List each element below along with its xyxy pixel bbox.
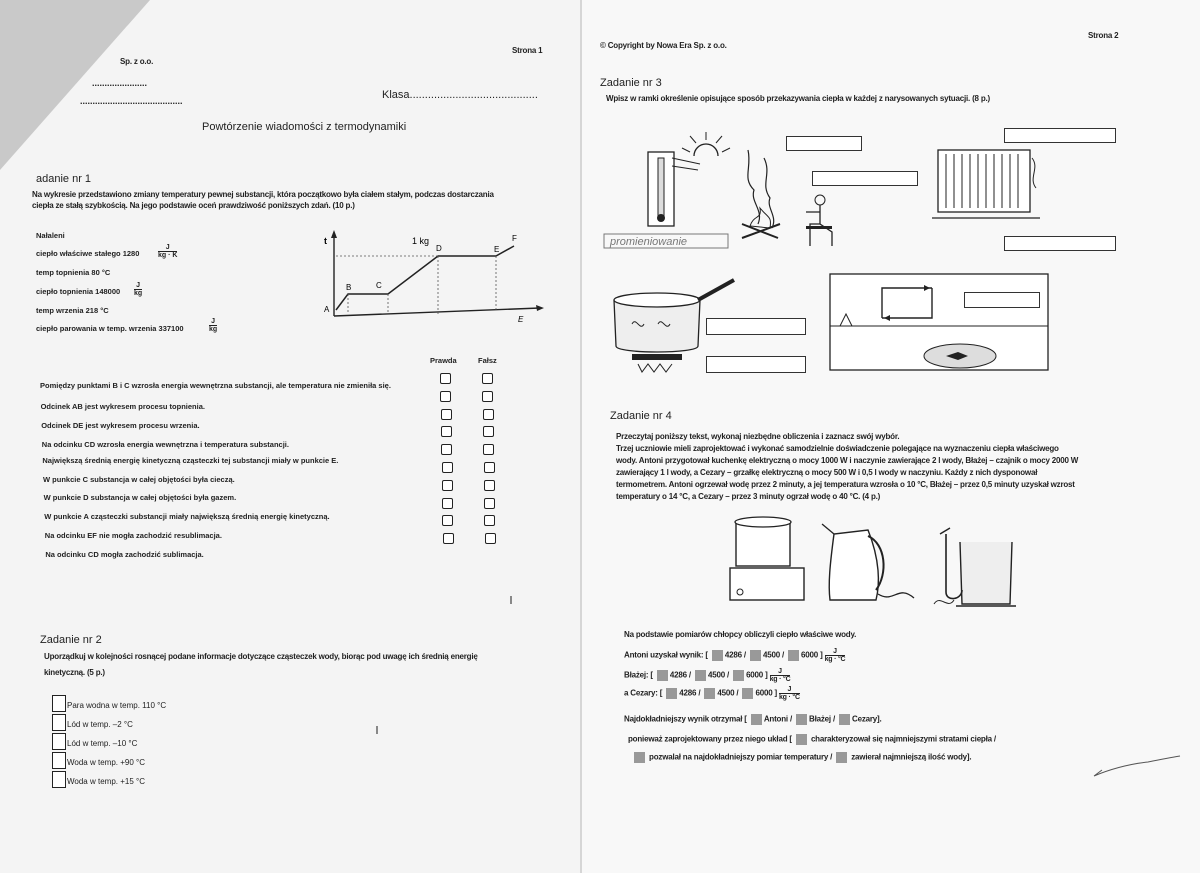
task1-heading: adanie nr 1 (36, 173, 92, 185)
statement-2-true-checkbox[interactable] (440, 391, 451, 402)
mark-1 (510, 596, 512, 604)
statement-1-false-checkbox[interactable] (482, 373, 493, 384)
choice-losses-box[interactable] (796, 734, 807, 745)
point-d: D (436, 244, 442, 253)
cezary-option-1-box[interactable] (666, 688, 677, 699)
thermometer-sun-scene (648, 132, 730, 226)
choice-line-1: Najdokładniejszy wynik otrzymał [ Antoni / Błażej / Cezary]. (624, 714, 882, 724)
task4-text-line-1: Przeczytaj poniższy tekst, wykonaj niezbędne obliczenia i zaznacz swój wybór. (616, 432, 900, 441)
e-axis (334, 308, 540, 316)
statement-4-true-checkbox[interactable] (441, 426, 452, 437)
blazej-option-3-box[interactable] (733, 670, 744, 681)
answer-box-2[interactable] (812, 171, 918, 186)
choice-cezary-box[interactable] (839, 714, 850, 725)
statement-7-true-checkbox[interactable] (442, 480, 453, 491)
point-c: C (376, 281, 382, 290)
name-dots: ...................... (92, 78, 148, 88)
handwritten-box (604, 234, 728, 248)
blazej-option-2-box[interactable] (695, 670, 706, 681)
answer-box-5[interactable] (706, 318, 806, 335)
convection-scene (830, 274, 1048, 370)
result-cezary: a Cezary: [ 4286 / 4500 / 6000 ] $\frac{J}{kg \cdot ^\circ C}$ (624, 686, 800, 701)
statement-7: W punkcie D substancja w całej objętości była gazem. (43, 493, 237, 502)
order-box-5[interactable] (52, 771, 66, 788)
statement-8-true-checkbox[interactable] (442, 498, 453, 509)
order-item-1: Para wodna w temp. 110 °C (67, 701, 167, 710)
order-item-5: Woda w temp. +15 °C (67, 777, 145, 786)
task3-heading: Zadanie nr 3 (600, 77, 662, 89)
choice-line-2: ponieważ zaprojektowany przez niego układ [ charakteryzował się najmniejszymi stratami ciepła / (628, 734, 996, 744)
statement-10-true-checkbox[interactable] (443, 533, 454, 544)
result-antoni: Antoni uzyskał wynik: [ 4286 / 4500 / 6000 ] $\frac{J}{kg \cdot ^\circ C}$ (624, 648, 846, 663)
choice-line-3: pozwalał na najdokładniejszy pomiar temperatury / zawierał najmniejszą ilość wody]. (632, 752, 971, 763)
point-b: B (346, 283, 352, 292)
given-heading: Nałaleni (36, 231, 65, 240)
statement-2: Odcinek AB jest wykresem procesu topnienia. (40, 402, 205, 411)
name-dots-2: ......................................... (80, 96, 183, 106)
right-page (582, 0, 1200, 873)
statement-8: W punkcie A cząsteczki substancji miały największą średnią energię kinetyczną. (44, 512, 330, 521)
copyright: © Copyright by Nowa Era Sp. z o.o. (600, 41, 727, 50)
task1-prompt-2: ciepła ze stałą szybkością. Na jego podstawie oceń prawdziwość poniższych zdań. (10 p.) (32, 201, 355, 210)
statement-10-false-checkbox[interactable] (485, 533, 496, 544)
statement-9: Na odcinku EF nie mogła zachodzić resublimacja. (44, 531, 222, 540)
page-title: Powtórzenie wiadomości z termodynamiki (202, 121, 407, 133)
blazej-option-1-box[interactable] (657, 670, 668, 681)
statement-4: Na odcinku CD wzrosła energia wewnętrzna i temperatura substancji. (41, 440, 289, 449)
class-field: Klasa.......................................... (382, 89, 538, 101)
e-axis-arrow (536, 305, 544, 311)
given-latent-heat: ciepło topnienia 148000 (36, 287, 121, 296)
statement-9-true-checkbox[interactable] (442, 515, 453, 526)
answer-box-3[interactable] (1004, 128, 1116, 143)
task3-illustrations (602, 128, 1192, 390)
campfire-scene (742, 150, 832, 246)
statement-5-false-checkbox[interactable] (483, 444, 494, 455)
handwritten-answer: promieniowanie (610, 236, 688, 248)
cezary-option-3-box[interactable] (742, 688, 753, 699)
task2-prompt-1: Uporządkuj w kolejności rosnącej podane informacje dotyczące cząsteczek wody, biorąc pod uwagę ich średnią energię (44, 652, 478, 661)
point-f: F (512, 234, 517, 243)
task4-text-line-2: Trzej uczniowie mieli zaprojektować i wykonać samodzielnie doświadczenie polegające na wyznaczeniu ciepła właściwego (616, 444, 1059, 453)
antoni-option-3-box[interactable] (788, 650, 799, 661)
unit-j-kg-1: J kg (134, 282, 143, 297)
task4-text-line-3: wody. Antoni przygotował kuchenkę elektryczną o mocy 1000 W i naczynie zawierające 2 l wody, Błażej – czajnik o mocy 2000 W (616, 456, 1079, 465)
page-number: Strona 1 (512, 46, 543, 55)
immersion-heater-drawing (934, 528, 1016, 606)
order-item-2: Lód w temp. –2 °C (67, 720, 133, 729)
statement-5: Największą średnią energię kinetyczną cząsteczki tej substancji miały w punkcie E. (42, 456, 339, 465)
col-true-header: Prawda (430, 356, 457, 365)
order-item-3: Lód w temp. –10 °C (67, 739, 138, 748)
task4-heading: Zadanie nr 4 (610, 410, 672, 422)
statement-5-true-checkbox[interactable] (441, 444, 452, 455)
result-blazej: Błażej: [ 4286 / 4500 / 6000 ] $\frac{J}{kg \cdot ^\circ C}$ (624, 668, 791, 683)
radiator-scene (932, 150, 1040, 218)
statement-3: Odcinek DE jest wykresem procesu wrzenia. (41, 421, 200, 430)
given-boiling-temp: temp wrzenia 218 °C (36, 306, 109, 315)
point-e: E (494, 245, 500, 254)
statement-10: Na odcinku CD mogła zachodzić sublimacja. (45, 550, 204, 559)
point-a: A (324, 305, 330, 314)
mass-label: 1 kg (412, 236, 430, 246)
task4-text-line-5: termometrem. Antoni ogrzewał wodę przez 2 minuty, a jej temperatura wzrosła o 10 °C, Błażej – przez 0,5 minuty uzyskał wzrost (616, 480, 1075, 489)
choice-blazej-box[interactable] (796, 714, 807, 725)
order-box-4[interactable] (52, 752, 66, 769)
statement-8-false-checkbox[interactable] (484, 498, 495, 509)
order-box-1[interactable] (52, 695, 66, 712)
cezary-option-2-box[interactable] (704, 688, 715, 699)
task4-illustrations (718, 514, 1028, 612)
t-axis-label: t (324, 236, 327, 246)
answer-box-4[interactable] (1004, 236, 1116, 251)
statement-6-true-checkbox[interactable] (442, 462, 453, 473)
unit-j-kg-2: J kg (209, 318, 218, 333)
task4-text-line-4: zawierający 1 l wody, a Cezary – grzałkę elektryczną o mocy 500 W i 0,5 l wody w naczyniu. Każdy z nich dysponował (616, 468, 1038, 477)
order-box-3[interactable] (52, 733, 66, 750)
statement-1: Pomiędzy punktami B i C wzrosła energia wewnętrzna substancji, ale temperatura nie zmieniła się. (40, 381, 391, 390)
task1-prompt-1: Na wykresie przedstawiono zmiany temperatury pewnej substancji, która początkowo była ciałem stałym, podczas dostarczania (32, 190, 494, 199)
left-page (0, 0, 580, 873)
given-melting-temp: temp topnienia 80 °C (36, 268, 111, 277)
antoni-option-1-box[interactable] (712, 650, 723, 661)
task2-heading: Zadanie nr 2 (40, 634, 102, 646)
choice-precision-box[interactable] (634, 752, 645, 763)
e-axis-label: E (518, 315, 524, 324)
answer-box-7[interactable] (964, 292, 1040, 308)
mark-2 (376, 726, 378, 734)
choice-antoni-box[interactable] (751, 714, 762, 725)
statement-1-true-checkbox[interactable] (440, 373, 451, 384)
statement-6: W punkcie C substancja w całej objętości była cieczą. (43, 475, 235, 484)
order-box-2[interactable] (52, 714, 66, 731)
statement-6-false-checkbox[interactable] (484, 462, 495, 473)
company-name: Sp. z o.o. (120, 57, 154, 66)
statement-3-true-checkbox[interactable] (441, 409, 452, 420)
statement-9-false-checkbox[interactable] (484, 515, 495, 526)
answer-box-6[interactable] (706, 356, 806, 373)
statement-4-false-checkbox[interactable] (483, 426, 494, 437)
order-item-4: Woda w temp. +90 °C (67, 758, 145, 767)
electric-stove-drawing (730, 517, 804, 600)
col-false-header: Fałsz (478, 356, 497, 365)
task4-text-line-6: temperatury o 14 °C, a Cezary – przez 3 minuty ogrzał wodę o 40 °C. (4 p.) (616, 492, 881, 501)
task2-prompt-2: kinetyczną. (5 p.) (44, 668, 105, 677)
statement-7-false-checkbox[interactable] (484, 480, 495, 491)
kettle-drawing (822, 524, 914, 600)
pen-scribble (1088, 740, 1188, 790)
page-number-2: Strona 2 (1088, 31, 1119, 40)
result-intro: Na podstawie pomiarów chłopcy obliczyli ciepło właściwe wody. (624, 630, 857, 639)
task3-prompt: Wpisz w ramki określenie opisujące sposób przekazywania ciepła w każdej z narysowanych sytuacji. (8 p.) (606, 94, 990, 103)
antoni-option-2-box[interactable] (750, 650, 761, 661)
heating-graph (318, 228, 548, 328)
statement-2-false-checkbox[interactable] (482, 391, 493, 402)
choice-water-box[interactable] (836, 752, 847, 763)
given-vaporization-heat: ciepło parowania w temp. wrzenia 337100 (36, 324, 184, 333)
t-axis-arrow (331, 230, 337, 238)
statement-3-false-checkbox[interactable] (483, 409, 494, 420)
answer-box-1[interactable] (786, 136, 862, 151)
given-specific-heat: ciepło właściwe stałego 1280 (36, 249, 140, 258)
unit-j-kg-k: J kg · K (158, 244, 178, 259)
